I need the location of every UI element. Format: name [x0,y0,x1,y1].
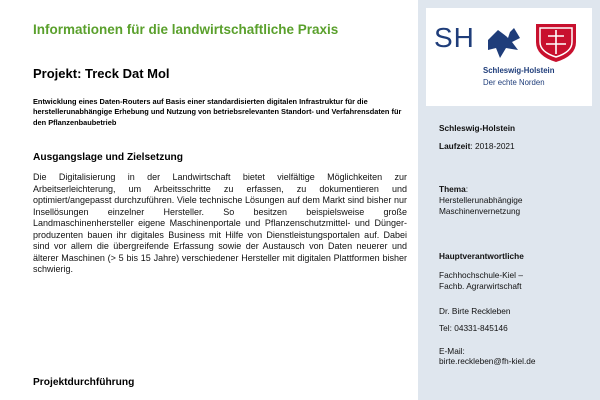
logo-tagline: Der echte Norden [483,78,545,87]
contact-phone: Tel: 04331-845146 [439,323,508,333]
responsible-label: Hauptverantwortliche [439,251,524,261]
runtime: Laufzeit: 2018-2021 [439,141,515,151]
email-label: E-Mail: [439,346,465,356]
institution-line-1: Fachhochschule-Kiel – [439,270,523,280]
contact-person: Dr. Birte Reckleben [439,306,511,316]
institution-line-2: Fachb. Agrarwirtschaft [439,281,522,291]
sh-logo [426,8,592,106]
project-title: Projekt: Treck Dat Mol [33,66,170,81]
project-subtitle: Entwicklung eines Daten-Routers auf Basis einer standardisierten digitalen Infrastruktur für die herstellerunabhängige Erhebung und Nutzung von betriebsrelevanten Standort- und Verfahrensdaten für den Pflanzenbaubetrieb [33,97,402,127]
execution-heading: Projektdurchführung [33,377,135,388]
page-header-title: Informationen für die landwirtschaftliche Praxis [33,22,339,37]
logo-letters: SH [434,22,475,53]
contact-email[interactable]: birte.reckleben@fh-kiel.de [439,356,536,366]
situation-text: Die Digitalisierung in der Landwirtschaft bietet vielfältige Möglichkeiten zur Arbeitserleichterung, um Arbeitsschritte zu erfassen, zu dokumentieren und optimiert/angepasst durchzuführen. Viele technische Lösungen auf dem Markt sind bisher nur Insellösungen einzelner Hersteller. So besitzen beispielsweise große Landmaschinenhersteller eigene Maschinenportale und Pflanzenschutzmittel- und Dünger-produzenten bauen ihr digitales Business mit Hilfe von Dienstleistungsportalen auf. Dabei sind vor allem die übergreifende Erfassung sowie der Austausch von Daten neuerer und älterer Maschinen (> 5 bis 15 Jahre) verschiedener Hersteller mit digitalen Plattformen bisher schwierig. [33,172,407,274]
topic-value: Herstellerunabhängige Maschinenvernetzung [439,195,523,216]
coat-of-arms-icon [484,20,584,64]
region-label: Schleswig-Holstein [439,123,516,133]
logo-name: Schleswig-Holstein [483,66,555,75]
topic-label: Thema [439,184,466,194]
situation-heading: Ausgangslage und Zielsetzung [33,152,183,163]
topic: Thema: [439,184,469,194]
runtime-value: 2018-2021 [474,141,515,151]
runtime-label: Laufzeit [439,141,471,151]
